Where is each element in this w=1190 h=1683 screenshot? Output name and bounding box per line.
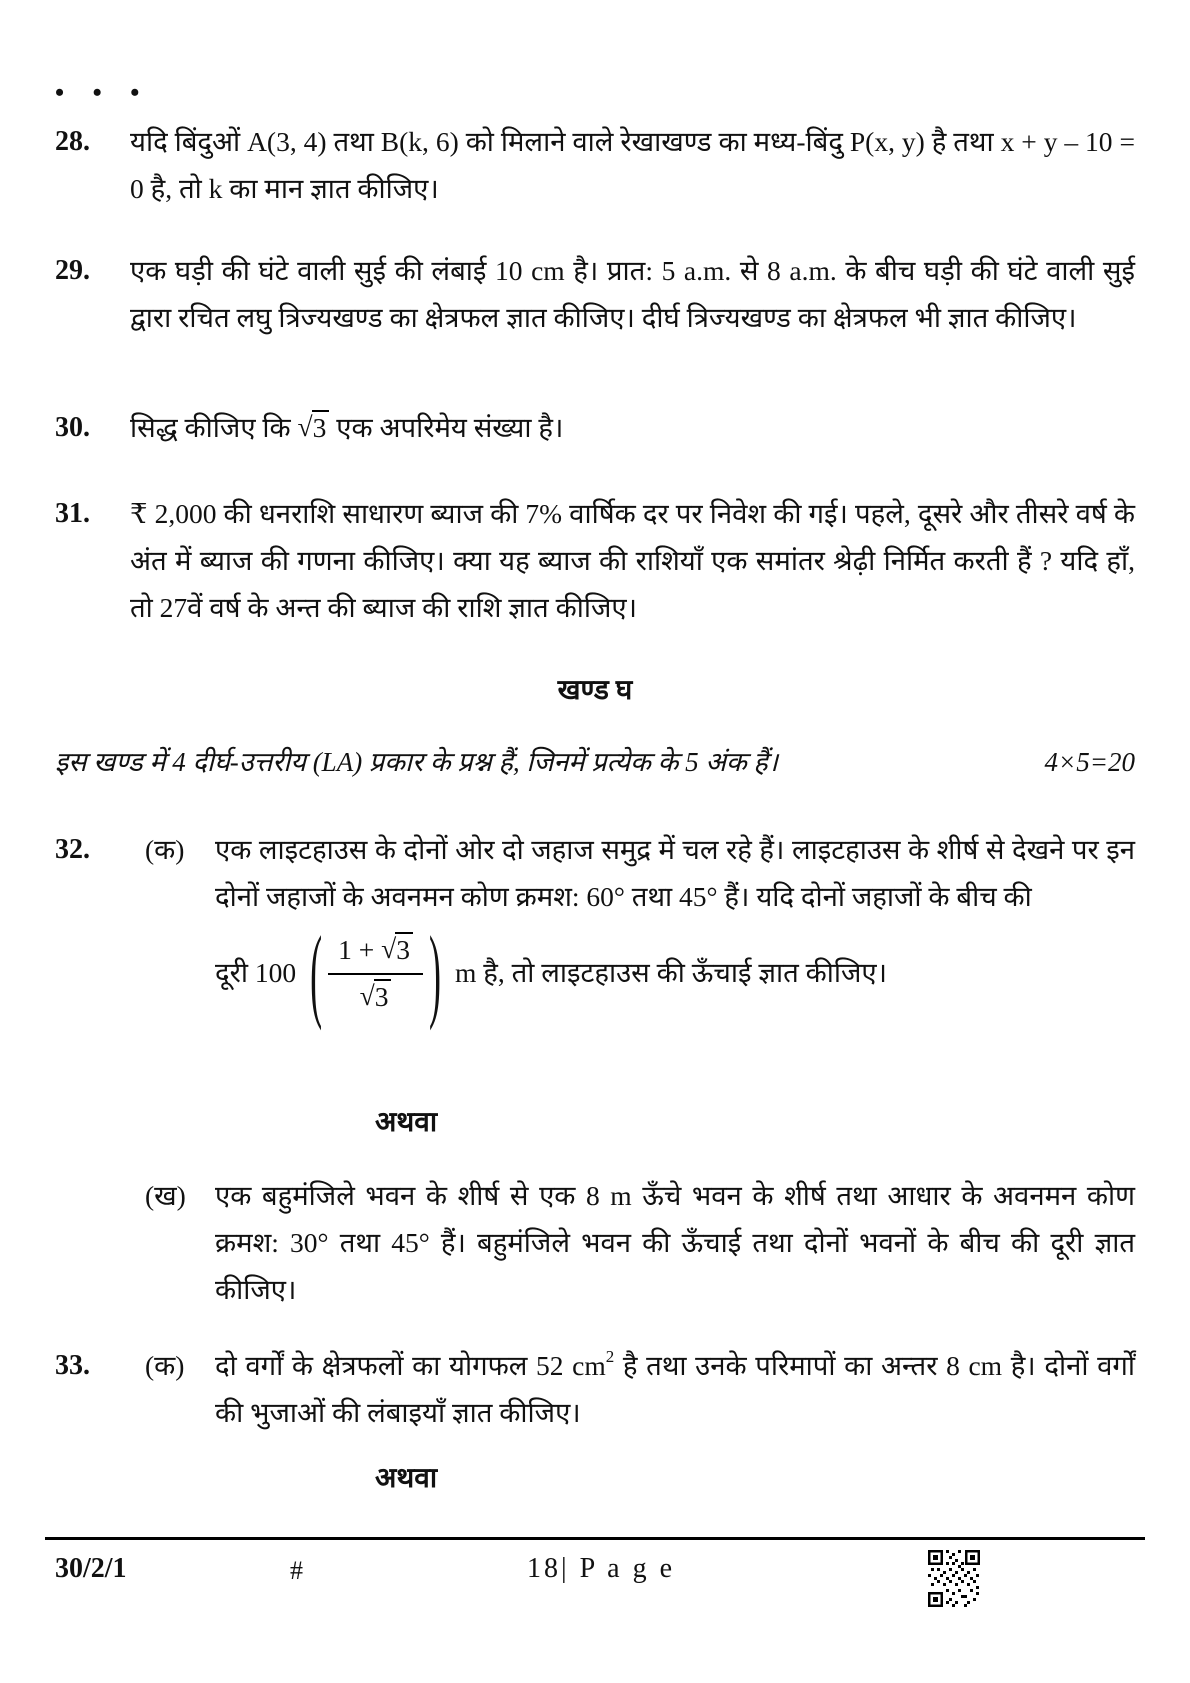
distance-formula bbox=[215, 914, 1135, 1031]
or-separator: अथवा bbox=[375, 1463, 438, 1494]
question-29 bbox=[55, 247, 1135, 341]
square-root-expression: √3 bbox=[298, 412, 330, 443]
question-number: 32. bbox=[55, 834, 90, 865]
question-number: 28. bbox=[55, 126, 90, 157]
question-32a bbox=[55, 826, 1135, 1031]
question-32b bbox=[55, 1172, 1135, 1313]
question-31 bbox=[55, 490, 1135, 631]
question-text: एक घड़ी की घंटे वाली सुई की लंबाई 10 cm है। प्रात: 5 a.m. से 8 a.m. के बीच घड़ी की घंटे वाली सुई द्वारा रचित लघु त्रिज्यखण्ड का क्षेत्रफल ज्ञात कीजिए। दीर्घ त्रिज्यखण्ड का क्षेत्रफल भी ज्ञात कीजिए। bbox=[130, 255, 1135, 333]
footer-hash-mark: # bbox=[290, 1556, 303, 1585]
fraction bbox=[328, 932, 423, 1013]
footer-page-label: 18| P a g e bbox=[527, 1553, 675, 1584]
question-text: सिद्ध कीजिए कि √3 एक अपरिमेय संख्या है। bbox=[130, 411, 564, 443]
question-33a bbox=[55, 1342, 1135, 1436]
part-label: (क) bbox=[145, 834, 185, 865]
or-separator: अथवा bbox=[375, 1107, 438, 1138]
part-label: (ख) bbox=[145, 1180, 186, 1211]
part-label: (क) bbox=[145, 1350, 185, 1381]
question-30 bbox=[55, 404, 1135, 451]
question-text: दो वर्गों के क्षेत्रफलों का योगफल 52 $cm^2$ है तथा उनके परिमापों का अन्तर 8 cm है। दोनों वर्गों की भुजाओं की लंबाइयाँ ज्ञात कीजिए। bbox=[215, 1347, 1135, 1428]
fraction-numerator: 1 + √3 bbox=[328, 932, 423, 975]
question-text: एक लाइटहाउस के दोनों ओर दो जहाज समुद्र में चल रहे हैं। लाइटहाउस के शीर्ष से देखने पर इन दोनों जहाजों के अवनमन कोण क्रमश: 60° तथा 45° हैं। यदि दोनों जहाजों के बीच की bbox=[215, 834, 1135, 912]
question-text: एक बहुमंजिले भवन के शीर्ष से एक 8 m ऊँचे भवन के शीर्ष तथा आधार के अवनमन कोण क्रमश: 30° तथा 45° हैं। बहुमंजिले भवन की ऊँचाई तथा दोनों भवनों के बीच की दूरी ज्ञात कीजिए। bbox=[215, 1180, 1135, 1305]
section-marks: 4×5=20 bbox=[1044, 747, 1135, 777]
continuation-dots-icon: • • • bbox=[55, 78, 151, 107]
close-paren: ) bbox=[428, 914, 441, 1031]
question-number: 33. bbox=[55, 1350, 90, 1381]
section-instruction: इस खण्ड में 4 दीर्घ-उत्तरीय (LA) प्रकार के प्रश्न हैं, जिनमें प्रत्येक के 5 अंक हैं। bbox=[55, 747, 779, 777]
exponent: 2 bbox=[605, 1347, 615, 1366]
formula-prefix: दूरी 100 bbox=[215, 956, 297, 988]
open-paren: ( bbox=[310, 914, 323, 1031]
section-heading: खण्ड घ bbox=[557, 675, 633, 706]
question-number: 29. bbox=[55, 255, 90, 286]
formula-suffix: m है, तो लाइटहाउस की ऊँचाई ज्ञात कीजिए। bbox=[454, 956, 888, 988]
qr-code-icon bbox=[928, 1550, 980, 1614]
question-28 bbox=[55, 118, 1135, 212]
question-number: 30. bbox=[55, 412, 90, 443]
fraction-denominator: √3 bbox=[360, 975, 392, 1013]
section-instruction-row bbox=[55, 742, 1135, 782]
question-text: यदि बिंदुओं A(3, 4) तथा B(k, 6) को मिलाने वाले रेखाखण्ड का मध्य-बिंदु P(x, y) है तथा x + y – 10 = 0 है, तो k का मान ज्ञात कीजिए। bbox=[130, 126, 1135, 204]
footer-divider bbox=[45, 1537, 1145, 1540]
footer-paper-code: 30/2/1 bbox=[55, 1553, 127, 1584]
question-text: ₹ 2,000 की धनराशि साधारण ब्याज की 7% वार्षिक दर पर निवेश की गई। पहले, दूसरे और तीसरे वर्ष के अंत में ब्याज की गणना कीजिए। क्या यह ब्याज की राशियाँ एक समांतर श्रेढ़ी निर्मित करती हैं ? यदि हाँ, तो 27वें वर्ष के अन्त की ब्याज की राशि ज्ञात कीजिए। bbox=[130, 498, 1135, 623]
question-number: 31. bbox=[55, 498, 90, 529]
